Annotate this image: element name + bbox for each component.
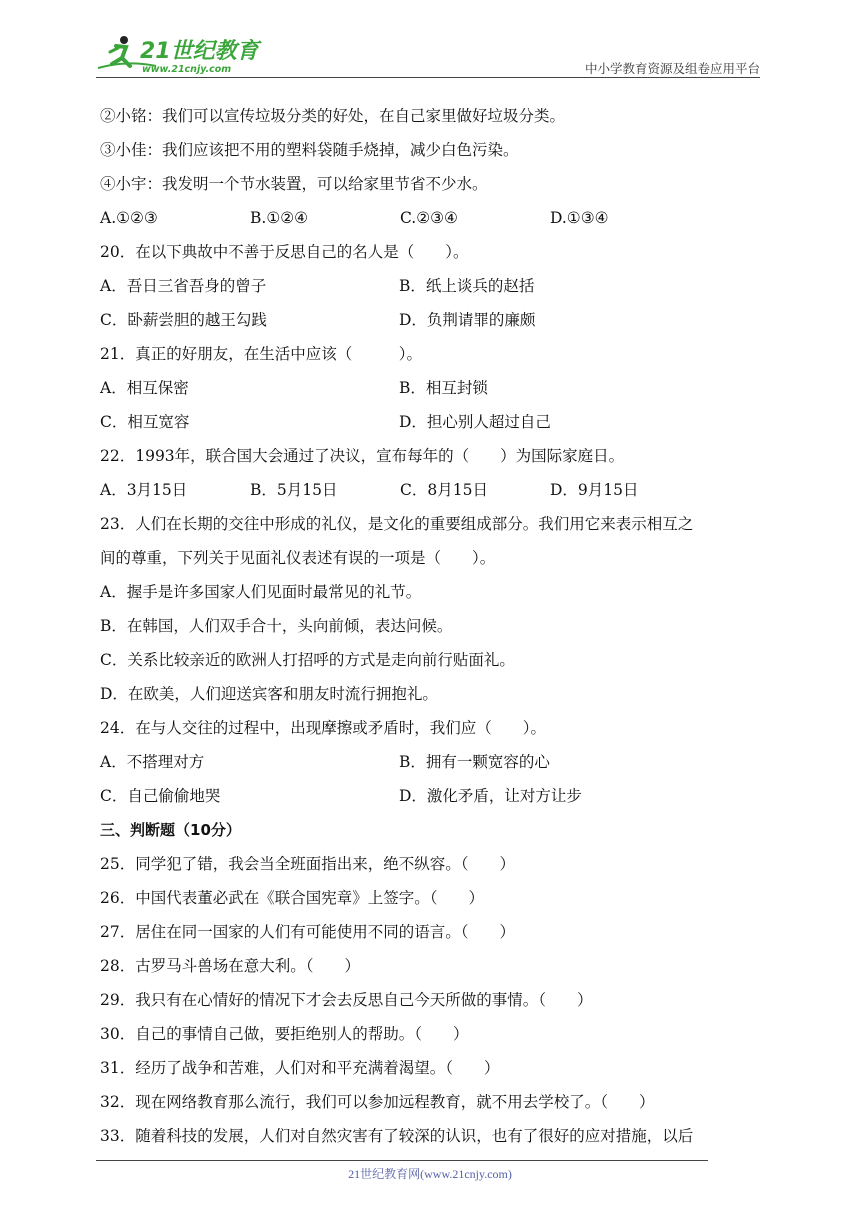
option: C．相互宽容	[100, 413, 190, 431]
option: A.①②③	[100, 209, 158, 227]
site-logo	[96, 30, 296, 78]
question-20: 20．在以下典故中不善于反思自己的名人是（ ）。	[100, 243, 469, 261]
q20-options-row2	[100, 303, 765, 337]
question-21: 21．真正的好朋友，在生活中应该（ ）。	[100, 345, 422, 363]
option: B．5月15日	[250, 481, 338, 499]
question-23-line2: 间的尊重，下列关于见面礼仪表述有误的一项是（ ）。	[100, 549, 496, 567]
option: D．负荆请罪的廉颇	[399, 311, 536, 329]
option: D．担心别人超过自己	[399, 413, 551, 431]
option: B.①②④	[250, 209, 309, 227]
text-line: ③小佳：我们应该把不用的塑料袋随手烧掉，减少白色污染。	[100, 141, 519, 159]
question-31: 31．经历了战争和苦难，人们对和平充满着渴望。（ ）	[100, 1059, 500, 1077]
question-32: 32．现在网络教育那么流行，我们可以参加远程教育，就不用去学校了。（ ）	[100, 1093, 655, 1111]
question-25: 25．同学犯了错，我会当全班面指出来，绝不纵容。（ ）	[100, 855, 515, 873]
option: D．激化矛盾，让对方让步	[399, 787, 582, 805]
option: C.②③④	[400, 209, 458, 227]
option: C．卧薪尝胆的越王勾践	[100, 311, 267, 329]
option: C．8月15日	[400, 481, 488, 499]
question-30: 30．自己的事情自己做，要拒绝别人的帮助。（ ）	[100, 1025, 469, 1043]
question-27: 27．居住在同一国家的人们有可能使用不同的语言。（ ）	[100, 923, 515, 941]
option: B．在韩国，人们双手合十，头向前倾，表达问候。	[100, 617, 453, 635]
q24-options-row2	[100, 779, 765, 813]
option: A．不搭理对方	[100, 753, 205, 771]
question-22: 22．1993年，联合国大会通过了决议，宣布每年的（ ）为国际家庭日。	[100, 447, 625, 465]
text-line: ④小宇：我发明一个节水装置，可以给家里节省不少水。	[100, 175, 488, 193]
option: C．自己偷偷地哭	[100, 787, 221, 805]
header-platform-text: 中小学教育资源及组卷应用平台	[584, 61, 760, 76]
q22-options	[100, 473, 765, 507]
q19-options	[100, 201, 765, 235]
header-divider	[96, 77, 760, 78]
option: D．在欧美，人们迎送宾客和朋友时流行拥抱礼。	[100, 685, 438, 703]
question-24: 24．在与人交往的过程中，出现摩擦或矛盾时，我们应（ ）。	[100, 719, 546, 737]
question-23-line1: 23．人们在长期的交往中形成的礼仪，是文化的重要组成部分。我们用它来表示相互之	[100, 515, 694, 533]
question-29: 29．我只有在心情好的情况下才会去反思自己今天所做的事情。（ ）	[100, 991, 593, 1009]
logo-url: www.21cnjy.com	[142, 64, 232, 75]
section-heading: 三、判断题（10分）	[100, 821, 241, 839]
footer-link[interactable]: 21世纪教育网(www.21cnjy.com)	[348, 1167, 512, 1181]
question-28: 28．古罗马斗兽场在意大利。（ ）	[100, 957, 360, 975]
option: D.①③④	[550, 209, 609, 227]
footer-divider	[96, 1160, 708, 1161]
option: A．相互保密	[100, 379, 189, 397]
question-33: 33．随着科技的发展，人们对自然灾害有了较深的认识，也有了很好的应对措施，以后	[100, 1127, 694, 1145]
option: B．纸上谈兵的赵括	[399, 277, 535, 295]
option: A．握手是许多国家人们见面时最常见的礼节。	[100, 583, 422, 601]
q20-options-row1	[100, 269, 765, 303]
option: A．吾日三省吾身的曾子	[100, 277, 267, 295]
q24-options-row1	[100, 745, 765, 779]
option: C．关系比较亲近的欧洲人打招呼的方式是走向前行贴面礼。	[100, 651, 515, 669]
q21-options-row1	[100, 371, 765, 405]
option: B．相互封锁	[399, 379, 488, 397]
option: A．3月15日	[100, 481, 188, 499]
question-26: 26．中国代表董必武在《联合国宪章》上签字。（ ）	[100, 889, 484, 907]
q21-options-row2	[100, 405, 765, 439]
option: D．9月15日	[550, 481, 639, 499]
document-body	[100, 99, 765, 1153]
text-line: ②小铭：我们可以宣传垃圾分类的好处，在自己家里做好垃圾分类。	[100, 107, 566, 125]
page-header	[96, 30, 760, 78]
option: B．拥有一颗宽容的心	[399, 753, 550, 771]
logo-text: 21世纪教育	[140, 39, 259, 64]
